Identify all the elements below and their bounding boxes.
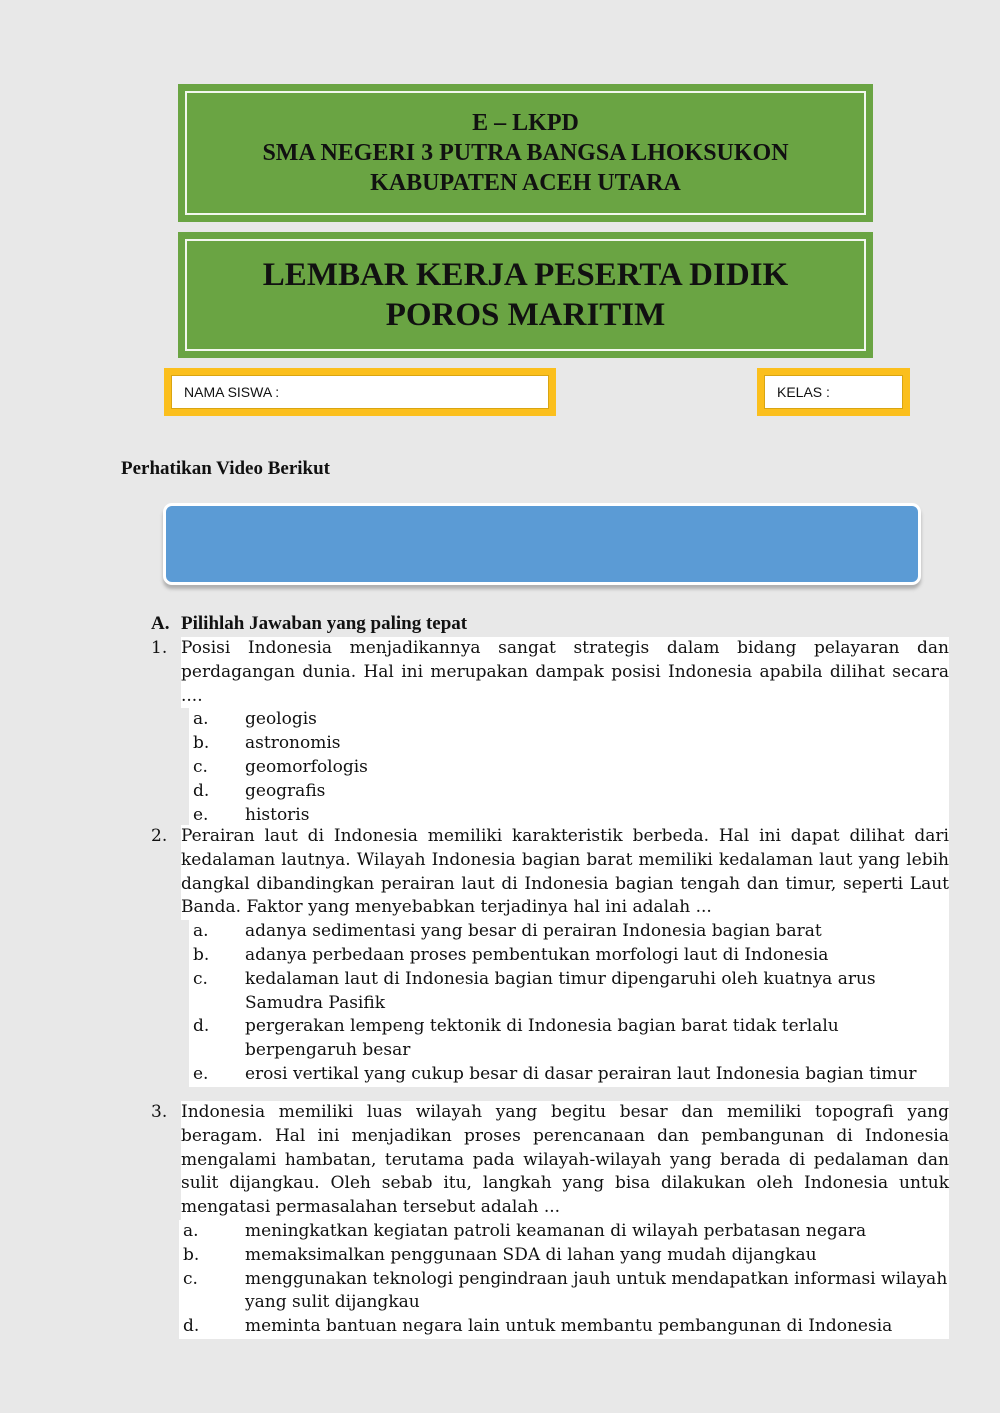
option-letter: a. [183, 1220, 199, 1241]
option-text: memaksimalkan penggunaan SDA di lahan yang mudah dijangkau [245, 1244, 817, 1265]
question-2 [151, 825, 949, 1087]
class-field[interactable] [757, 368, 910, 416]
option-letter: d. [183, 1316, 200, 1337]
question-3 [151, 1101, 949, 1339]
question-text: Indonesia memiliki luas wilayah yang begitu besar dan memiliki topografi yang beragam. Hal ini menjadikan proses perencanaan dan pembangunan di Indonesia mengalami hambatan, terutama pada wilayah-wilayah yang berada di pedalaman dan sulit dijangkau. Oleh sebab itu, langkah yang bisa dilakukan oleh Indonesia untuk mengatasi permasalahan tersebut adalah ... [181, 1101, 949, 1220]
option-letter: a. [193, 709, 209, 730]
option-a[interactable] [179, 1220, 949, 1244]
option-c[interactable] [189, 968, 949, 1016]
question-text: Perairan laut di Indonesia memiliki karakteristik berbeda. Hal ini dapat dilihat dari kedalaman lautnya. Wilayah Indonesia bagian barat memiliki kedalaman laut yang lebih dangkal dibandingkan perairan laut di Indonesia bagian tengah dan timur, seperti Laut Banda. Faktor yang menyebabkan terjadinya hal ini adalah ... [181, 825, 949, 920]
student-name-field[interactable] [164, 368, 556, 416]
option-text: erosi vertikal yang cukup besar di dasar perairan laut Indonesia bagian timur [245, 1063, 917, 1084]
option-a[interactable] [189, 708, 949, 732]
student-name-label[interactable]: NAMA SISWA : [171, 375, 549, 409]
question-number: 2. [151, 826, 168, 846]
question-text: Posisi Indonesia menjadikannya sangat strategis dalam bidang pelayaran dan perdagangan dunia. Hal ini merupakan dampak posisi Indonesia apabila dilihat secara .... [181, 637, 949, 708]
option-text: adanya sedimentasi yang besar di perairan Indonesia bagian barat [245, 921, 822, 942]
option-b[interactable] [189, 732, 949, 756]
option-text: geomorfologis [245, 756, 368, 777]
option-a[interactable] [189, 920, 949, 944]
question-number: 1. [151, 638, 168, 658]
section-title: Pilihlah Jawaban yang paling tepat [181, 613, 468, 634]
title-line-1: LEMBAR KERJA PESERTA DIDIK [262, 257, 789, 293]
option-text: meningkatkan kegiatan patroli keamanan di wilayah perbatasan negara [245, 1220, 867, 1241]
section-letter: A. [151, 613, 170, 634]
video-embed[interactable] [163, 503, 921, 585]
option-letter: c. [193, 968, 208, 989]
option-list [189, 920, 949, 1087]
option-e[interactable] [189, 804, 949, 828]
option-letter: d. [193, 1016, 210, 1037]
option-text: geologis [245, 709, 317, 730]
title-line-2: POROS MARITIM [385, 297, 666, 333]
header-line-1: E – LKPD [472, 110, 579, 136]
option-c[interactable] [179, 1268, 949, 1316]
option-list [189, 708, 949, 827]
question-1 [151, 637, 949, 849]
option-text: menggunakan teknologi pengindraan jauh untuk mendapatkan informasi wilayah yang sulit dijangkau [245, 1268, 948, 1313]
header-line-2: SMA NEGERI 3 PUTRA BANGSA LHOKSUKON [262, 140, 789, 166]
option-letter: a. [193, 921, 209, 942]
option-b[interactable] [179, 1244, 949, 1268]
video-prompt: Perhatikan Video Berikut [121, 458, 331, 479]
section-heading [151, 613, 467, 635]
option-d[interactable] [179, 1315, 949, 1339]
option-b[interactable] [189, 944, 949, 968]
option-letter: c. [183, 1268, 198, 1289]
option-letter: e. [193, 804, 209, 825]
option-text: pergerakan lempeng tektonik di Indonesia bagian barat tidak terlalu berpengaruh besar [245, 1016, 839, 1061]
option-letter: b. [183, 1244, 200, 1265]
option-letter: d. [193, 780, 210, 801]
header-line-3: KABUPATEN ACEH UTARA [370, 170, 681, 196]
option-letter: e. [193, 1063, 209, 1084]
class-label[interactable]: KELAS : [764, 375, 903, 409]
option-text: meminta bantuan negara lain untuk membantu pembangunan di Indonesia [245, 1316, 893, 1337]
option-e[interactable] [189, 1063, 949, 1087]
school-header-box [178, 84, 873, 222]
option-text: adanya perbedaan proses pembentukan morfologi laut di Indonesia [245, 944, 829, 965]
option-letter: b. [193, 944, 210, 965]
option-letter: c. [193, 756, 208, 777]
option-text: astronomis [245, 733, 341, 754]
option-text: historis [245, 804, 310, 825]
option-d[interactable] [189, 1015, 949, 1063]
option-d[interactable] [189, 780, 949, 804]
option-c[interactable] [189, 756, 949, 780]
question-number: 3. [151, 1102, 168, 1122]
option-list [179, 1220, 949, 1339]
option-text: kedalaman laut di Indonesia bagian timur dipengaruhi oleh kuatnya arus Samudra Pasifik [245, 968, 876, 1013]
title-box [178, 232, 873, 358]
option-text: geografis [245, 780, 326, 801]
option-letter: b. [193, 733, 210, 754]
